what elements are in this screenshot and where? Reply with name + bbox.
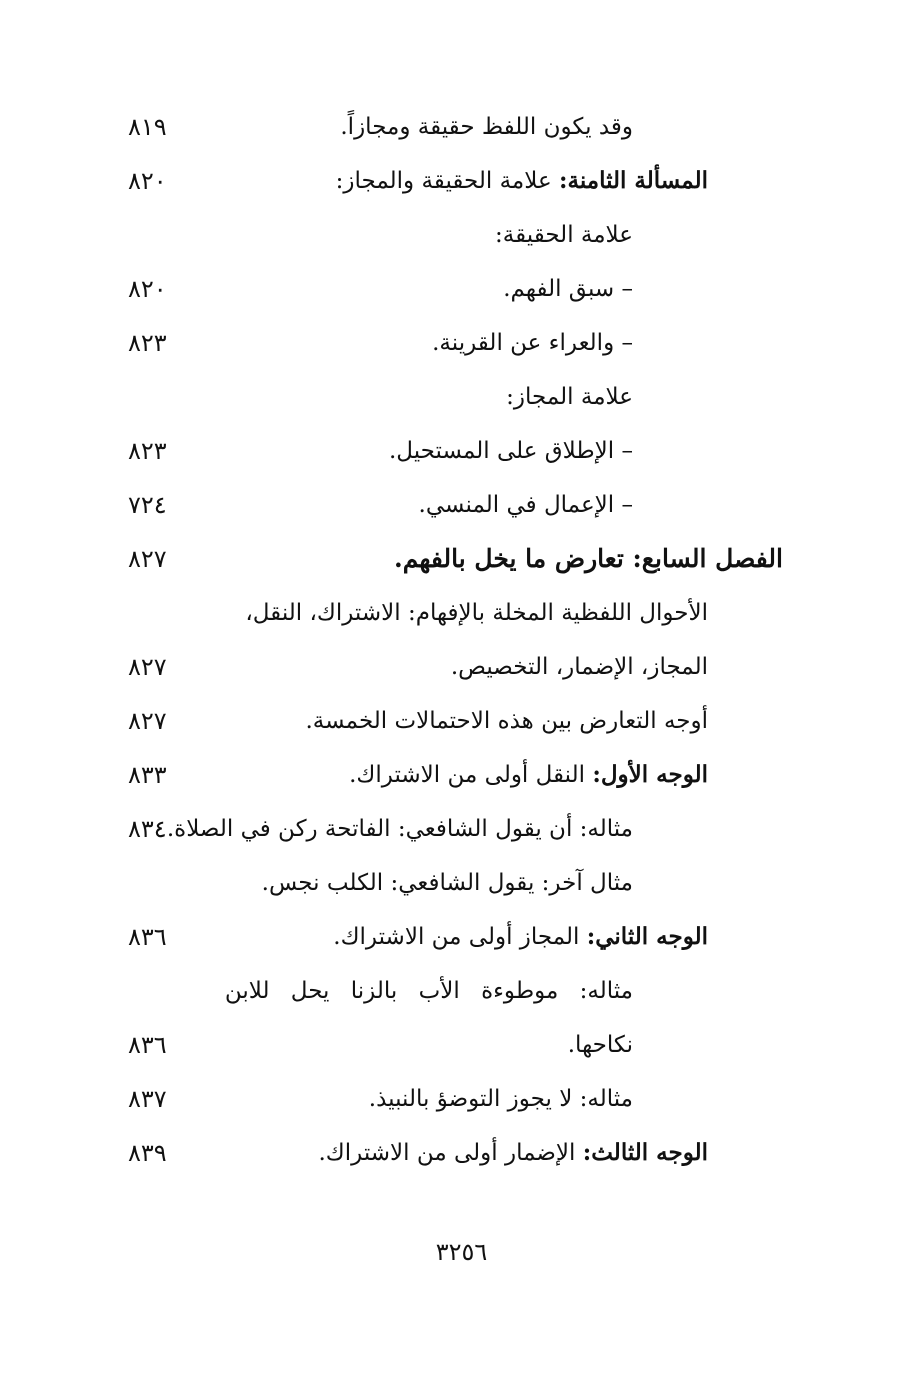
page-number: ٨٢٠	[128, 167, 167, 195]
toc-entry: وقد يكون اللفظ حقيقة ومجازاً.	[340, 114, 633, 140]
toc-entry: نكاحها.	[567, 1032, 633, 1058]
toc-row	[0, 910, 923, 964]
toc-entry: مثاله: موطوءة الأب بالزنا يحل للابن	[224, 978, 633, 1004]
page-number: ٨٢٣	[128, 437, 167, 465]
toc-entry: مثاله: أن يقول الشافعي: الفاتحة ركن في الصلاة.	[166, 816, 633, 842]
toc-entry: المسألة الثامنة: علامة الحقيقة والمجاز:	[335, 167, 708, 194]
subheading: علامة المجاز:	[506, 384, 633, 410]
toc-row	[0, 856, 923, 910]
section-heading: الوجه الثاني:	[586, 923, 708, 950]
toc-entry: أوجه التعارض بين هذه الاحتمالات الخمسة.	[305, 708, 708, 734]
toc-row	[0, 154, 923, 208]
page-number: ٨١٩	[128, 113, 167, 141]
toc-row	[0, 964, 923, 1018]
page-number: ٨٣٩	[128, 1139, 167, 1167]
toc-row	[0, 208, 923, 262]
page-number: ٨٢٧	[128, 653, 167, 681]
toc-row	[0, 1072, 923, 1126]
chapter-heading: الفصل السابع: تعارض ما يخل بالفهم.	[394, 544, 783, 573]
folio-page-number: ٣٢٥٦	[435, 1238, 488, 1266]
page-number: ٨٢٧	[128, 545, 167, 573]
page-number: ٨٣٣	[128, 761, 167, 789]
toc-row	[0, 100, 923, 154]
toc-entry: مثال آخر: يقول الشافعي: الكلب نجس.	[261, 870, 633, 896]
page-number: ٨٢٠	[128, 275, 167, 303]
page-number: ٨٣٧	[128, 1085, 167, 1113]
section-heading: الوجه الثالث:	[582, 1139, 708, 1166]
toc-entry: – سبق الفهم.	[503, 276, 633, 302]
toc-entry: – والعراء عن القرينة.	[432, 330, 633, 356]
page-number: ٨٣٤	[128, 815, 167, 843]
toc-entry: الوجه الثاني: المجاز أولى من الاشتراك.	[333, 923, 708, 950]
toc-row	[0, 586, 923, 640]
toc-row	[0, 316, 923, 370]
page-number: ٨٢٣	[128, 329, 167, 357]
toc-row	[0, 370, 923, 424]
toc-row	[0, 748, 923, 802]
toc-row	[0, 1018, 923, 1072]
toc-entry: مثاله: لا يجوز التوضؤ بالنبيذ.	[368, 1086, 633, 1112]
toc-entry: المجاز، الإضمار، التخصيص.	[450, 654, 708, 680]
toc-entry: الأحوال اللفظية المخلة بالإفهام: الاشتراك، النقل،	[245, 600, 708, 626]
toc-row	[0, 424, 923, 478]
toc-row	[0, 640, 923, 694]
toc-entry: الوجه الثالث: الإضمار أولى من الاشتراك.	[318, 1139, 708, 1166]
subheading: علامة الحقيقة:	[495, 222, 633, 248]
toc-row	[0, 1126, 923, 1180]
toc-entry: الوجه الأول: النقل أولى من الاشتراك.	[349, 761, 708, 788]
toc-entry: – الإعمال في المنسي.	[418, 492, 633, 518]
toc-row	[0, 262, 923, 316]
toc-entry: – الإطلاق على المستحيل.	[389, 438, 633, 464]
section-heading: الوجه الأول:	[592, 761, 708, 788]
toc-row	[0, 532, 923, 586]
page-number: ٨٢٧	[128, 707, 167, 735]
toc-row	[0, 802, 923, 856]
section-heading: المسألة الثامنة:	[559, 167, 708, 194]
page-number: ٨٣٦	[128, 1031, 167, 1059]
toc-row	[0, 694, 923, 748]
page-number: ٨٣٦	[128, 923, 167, 951]
page-number: ٧٢٤	[128, 491, 167, 519]
toc-row	[0, 478, 923, 532]
